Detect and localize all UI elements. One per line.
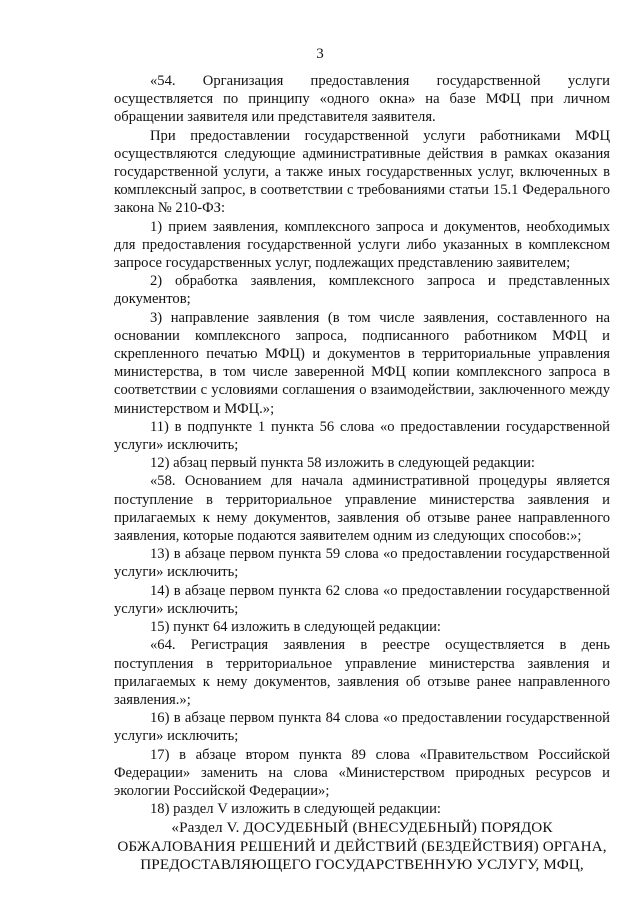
list-item-1: 1) прием заявления, комплексного запроса и документов, необходимых для предоставления государственной услуги либо указанных в комплексном запросе государственных услуг, подлежащих представлению заявителем; — [114, 218, 610, 272]
section-heading-line-1: «Раздел V. ДОСУДЕБНЫЙ (ВНЕСУДЕБНЫЙ) ПОРЯДОК — [171, 819, 553, 837]
amendment-11: 11) в подпункте 1 пункта 56 слова «о предоставлении государственной услуги» исключить; — [114, 418, 610, 454]
section-heading — [114, 819, 610, 875]
amendment-17: 17) в абзаце втором пункта 89 слова «Правительством Российской Федерации» заменить на слова «Министерством природных ресурсов и экологии Российской Федерации»; — [114, 746, 610, 799]
paragraph-58: «58. Основанием для начала административной процедуры является поступление в территориальное управление министерства заявления и прилагаемых к нему документов, заявления об отзыве ранее направленного заявления, которые подаются заявителем одним из следующих способов:»; — [114, 473, 610, 545]
page-number: 3 — [316, 46, 324, 62]
section-heading-line-3: ПРЕДОСТАВЛЯЮЩЕГО ГОСУДАРСТВЕННУЮ УСЛУГУ, МФЦ, — [140, 856, 584, 874]
amendment-14: 14) в абзаце первом пункта 62 слова «о предоставлении государственной услуги» исключить; — [114, 582, 610, 617]
amendment-18: 18) раздел V изложить в следующей редакции: — [150, 801, 441, 818]
paragraph-mfc-actions: При предоставлении государственной услуги работниками МФЦ осуществляются следующие административные действия в рамках оказания государственной услуги, а также иных государственных услуг, включенных в комплексный запрос, в соответствии с требованиями статьи 15.1 Федерального закона № 210-ФЗ: — [114, 127, 610, 217]
amendment-13: 13) в абзаце первом пункта 59 слова «о предоставлении государственной услуги» исключить; — [114, 546, 610, 581]
paragraph-64: «64. Регистрация заявления в реестре осуществляется в день поступления в территориальное управление министерства заявления и прилагаемых к нему документов, заявления об отзыве ранее направленного заявления.»; — [114, 637, 610, 708]
section-heading-line-2: ОБЖАЛОВАНИЯ РЕШЕНИЙ И ДЕЙСТВИЙ (БЕЗДЕЙСТВИЯ) ОРГАНА, — [117, 837, 607, 855]
amendment-16: 16) в абзаце первом пункта 84 слова «о предоставлении государственной услуги» исключить; — [114, 710, 610, 745]
list-item-3: 3) направление заявления (в том числе заявления, составленного на основании комплексного запроса, подписанного работником МФЦ и скрепленного печатью МФЦ) и документов в территориальные управления министерства, в том числе заверенной МФЦ копии комплексного запроса в соответствии с условиями соглашения о взаимодействии, заключенного между министерством и МФЦ.»; — [114, 309, 610, 417]
amendment-12: 12) абзац первый пункта 58 изложить в следующей редакции: — [150, 455, 535, 472]
document-body — [114, 72, 610, 875]
amendment-15: 15) пункт 64 изложить в следующей редакции: — [150, 619, 441, 636]
paragraph-54: «54. Организация предоставления государственной услуги осуществляется по принципу «одного окна» на базе МФЦ при личном обращении заявителя или представителя заявителя. — [114, 73, 610, 126]
list-item-2: 2) обработка заявления, комплексного запроса и представленных документов; — [114, 273, 610, 308]
